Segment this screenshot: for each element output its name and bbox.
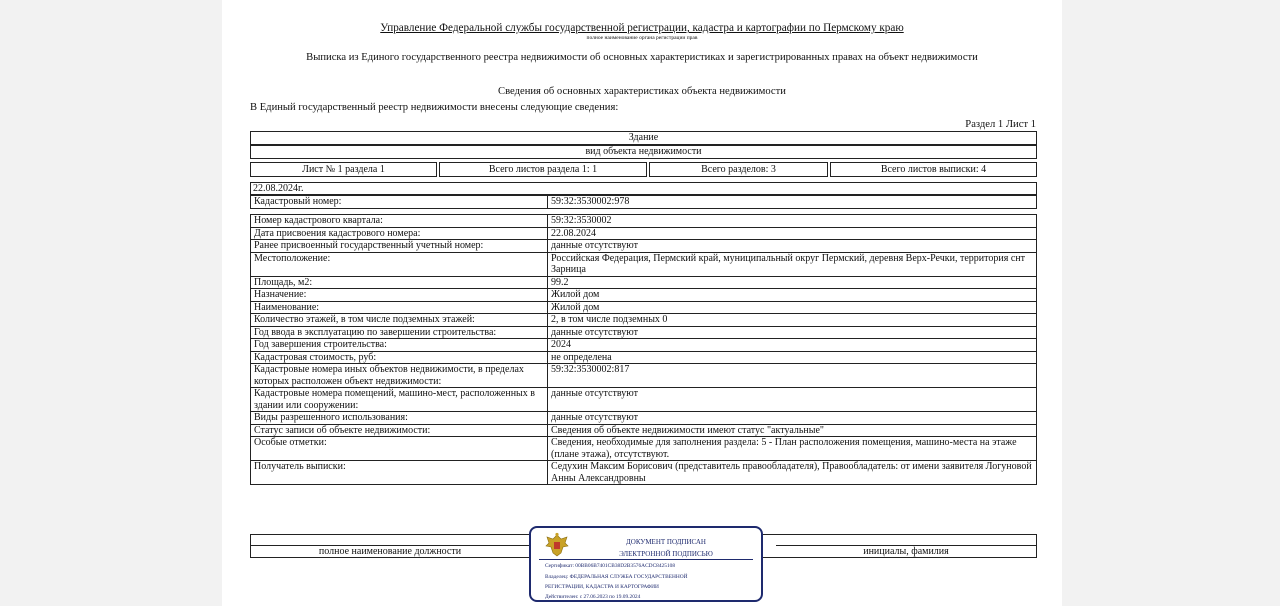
cadastral-number-value: 59:32:3530002:978	[548, 196, 1037, 209]
table-row	[251, 276, 1037, 289]
row-label: Наименование:	[251, 301, 548, 314]
table-row	[251, 227, 1037, 240]
table-row	[251, 437, 1037, 461]
stamp-valid: Действителен: с 27.06.2023 по 19.09.2024	[545, 594, 641, 600]
table-row	[251, 289, 1037, 302]
row-value: Сведения, необходимые для заполнения раздела: 5 - План расположения помещения, машино-места на этаже (плане этажа), отсутствуют.	[548, 437, 1037, 461]
total-sheets-section: Всего листов раздела 1: 1	[439, 162, 647, 177]
table-row	[251, 326, 1037, 339]
row-value: Российская Федерация, Пермский край, муниципальный округ Пермский, деревня Верх-Речки, территория снт Зарница	[548, 252, 1037, 276]
row-value: Жилой дом	[548, 301, 1037, 314]
row-label: Кадастровая стоимость, руб:	[251, 351, 548, 364]
row-value: данные отсутствуют	[548, 326, 1037, 339]
characteristics-table	[250, 214, 1037, 485]
intro-text: В Единый государственный реестр недвижимости внесены следующие сведения:	[250, 102, 619, 113]
row-value: 59:32:3530002	[548, 215, 1037, 228]
org-name: Управление Федеральной службы государственной регистрации, кадастра и картографии по Пермскому краю	[380, 22, 904, 34]
stamp-certificate: Сертификат: 00BB06B7401CB38D2B3576ACDC8425108	[545, 563, 676, 569]
table-row	[251, 388, 1037, 412]
stamp-divider	[539, 559, 753, 560]
object-type-caption: вид объекта недвижимости	[250, 145, 1037, 159]
row-label: Особые отметки:	[251, 437, 548, 461]
extract-title: Выписка из Единого государственного реестра недвижимости об основных характеристиках и зарегистрированных правах на объект недвижимости	[306, 52, 978, 63]
row-label: Количество этажей, в том числе подземных этажей:	[251, 314, 548, 327]
row-label: Дата присвоения кадастрового номера:	[251, 227, 548, 240]
cadastral-number-row	[251, 196, 1037, 209]
sheet-reference: Раздел 1 Лист 1	[965, 119, 1036, 130]
row-value: Седухин Максим Борисович (представитель правообладателя), Правообладатель: от имени заявителя Логуновой Анны Александровны	[548, 461, 1037, 485]
row-label: Кадастровые номера помещений, машино-мест, расположенных в здании или сооружении:	[251, 388, 548, 412]
table-row	[251, 314, 1037, 327]
stamp-line-1: ДОКУМЕНТ ПОДПИСАН	[626, 538, 706, 546]
table-row	[251, 252, 1037, 276]
table-row	[251, 424, 1037, 437]
section-title: Сведения об основных характеристиках объекта недвижимости	[498, 86, 786, 97]
row-value: 99.2	[548, 276, 1037, 289]
object-type: Здание	[250, 131, 1037, 145]
row-label: Площадь, м2:	[251, 276, 548, 289]
table-row	[251, 215, 1037, 228]
table-row	[251, 364, 1037, 388]
row-label: Год ввода в эксплуатацию по завершении строительства:	[251, 326, 548, 339]
table-row	[251, 339, 1037, 352]
row-value: данные отсутствуют	[548, 240, 1037, 253]
row-value: 22.08.2024	[548, 227, 1037, 240]
org-caption: полное наименование органа регистрации прав	[586, 35, 698, 41]
sheets-info-row	[250, 162, 1037, 177]
table-row	[251, 301, 1037, 314]
position-caption: полное наименование должности	[251, 545, 529, 558]
cadastral-number-label: Кадастровый номер:	[251, 196, 548, 209]
row-label: Статус записи об объекте недвижимости:	[251, 424, 548, 437]
name-caption: инициалы, фамилия	[776, 545, 1036, 558]
double-headed-eagle-icon	[543, 532, 571, 558]
row-label: Местоположение:	[251, 252, 548, 276]
stamp-line-2: ЭЛЕКТРОННОЙ ПОДПИСЬЮ	[619, 550, 713, 558]
row-label: Виды разрешенного использования:	[251, 412, 548, 425]
row-value: 2, в том числе подземных 0	[548, 314, 1037, 327]
row-label: Получатель выписки:	[251, 461, 548, 485]
row-value: данные отсутствуют	[548, 412, 1037, 425]
table-row	[251, 461, 1037, 485]
row-label: Ранее присвоенный государственный учетный номер:	[251, 240, 548, 253]
table-row	[251, 351, 1037, 364]
cadastral-number-table	[250, 195, 1037, 209]
row-label: Кадастровые номера иных объектов недвижимости, в пределах которых расположен объект недвижимости:	[251, 364, 548, 388]
sheet-number: Лист № 1 раздела 1	[250, 162, 437, 177]
electronic-signature-stamp	[529, 526, 763, 602]
document-page	[222, 0, 1062, 606]
extract-date: 22.08.2024г.	[250, 182, 1037, 195]
row-value: 59:32:3530002:817	[548, 364, 1037, 388]
stamp-owner: Владелец: ФЕДЕРАЛЬНАЯ СЛУЖБА ГОСУДАРСТВЕННОЙ	[545, 574, 688, 580]
row-value: не определена	[548, 351, 1037, 364]
row-value: Жилой дом	[548, 289, 1037, 302]
row-label: Номер кадастрового квартала:	[251, 215, 548, 228]
table-row	[251, 412, 1037, 425]
row-label: Назначение:	[251, 289, 548, 302]
total-sheets-extract: Всего листов выписки: 4	[830, 162, 1037, 177]
row-value: данные отсутствуют	[548, 388, 1037, 412]
row-value: 2024	[548, 339, 1037, 352]
stamp-owner-2: РЕГИСТРАЦИИ, КАДАСТРА И КАРТОГРАФИИ	[545, 584, 659, 590]
total-sections: Всего разделов: 3	[649, 162, 828, 177]
table-row	[251, 240, 1037, 253]
row-label: Год завершения строительства:	[251, 339, 548, 352]
row-value: Сведения об объекте недвижимости имеют статус "актуальные"	[548, 424, 1037, 437]
